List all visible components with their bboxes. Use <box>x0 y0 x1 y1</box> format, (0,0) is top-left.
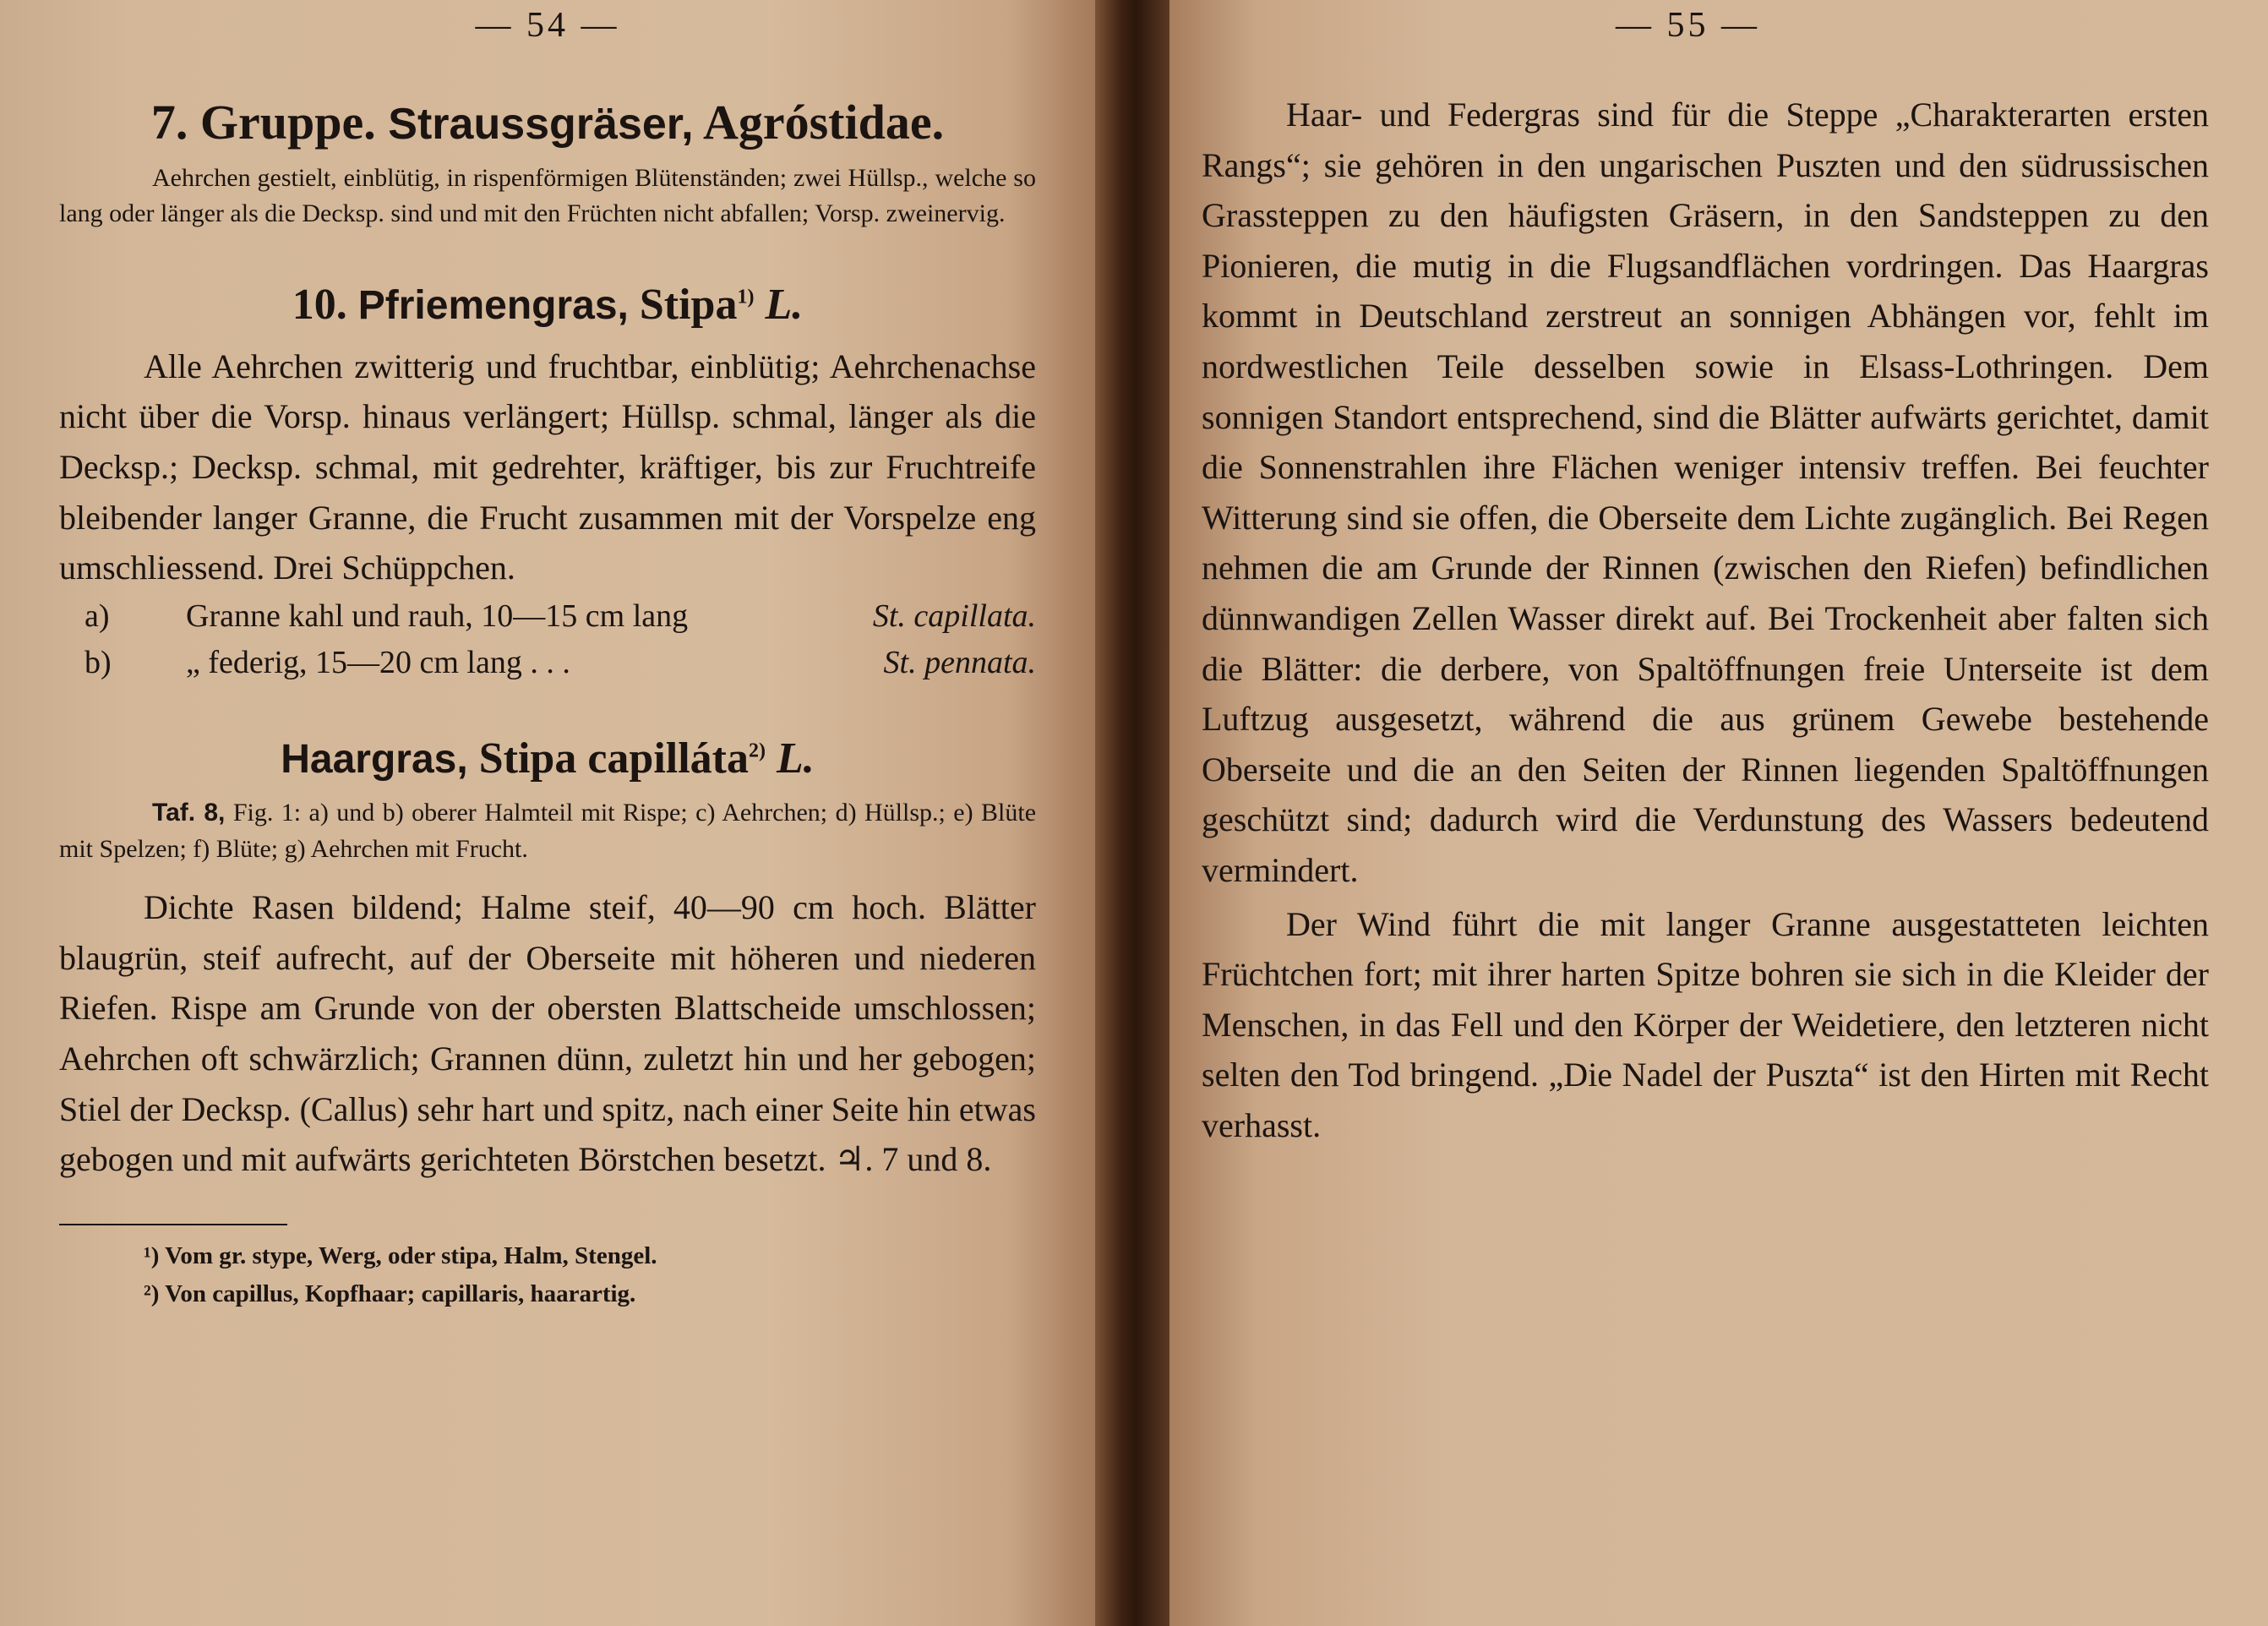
species-description <box>59 882 1036 1185</box>
species-heading <box>59 734 1036 783</box>
book-gutter <box>1095 0 1169 1626</box>
right-page <box>1169 0 2268 1626</box>
genus-description: Alle Aehrchen zwitterig und fruchtbar, einblütig; Aehrchenachse nicht über die Vorsp. hinaus verlängert; Hüllsp. schmal, länger als die Decksp.; Decksp. schmal, mit gedrehter, kräftiger, bis zur Fruchtreife bleibender langer Granne, die Frucht zusammen mit der Vorspelze eng umschliessend. Drei Schüppchen. <box>59 346 1036 587</box>
page-number-left: — 54 — <box>475 6 620 45</box>
page-number-right: — 55 — <box>1616 6 1760 45</box>
key-species: St. pennata. <box>883 644 1036 680</box>
footnote-divider <box>59 1224 287 1225</box>
key-label: a) <box>85 597 110 634</box>
key-species: St. capillata. <box>872 597 1036 634</box>
key-item-a <box>85 593 1036 640</box>
plate-reference <box>59 795 1036 867</box>
left-page <box>0 0 1095 1626</box>
genus-author: L. <box>765 280 804 329</box>
group-name: Straussgräser, <box>388 100 694 149</box>
group-latin-name: Agróstidae. <box>702 95 945 150</box>
species-author: L. <box>776 734 815 783</box>
species-description-text: Dichte Rasen bildend; Halme steif, 40—90 cm hoch. Blätter blaugrün, steif aufrecht, auf der Oberseite mit höheren und niederen Riefen. Rispe am Grunde von der obersten Blattscheide umschlossen; Aehrchen oft schwärzlich; Grannen dünn, zuletzt hin und her gebogen; Stiel der Decksp. (Callus) sehr hart und spitz, nach einer Seite hin etwas gebogen und mit aufwärts gerichteten Börstchen besetzt. <box>59 888 1036 1179</box>
genus-latin: Stipa <box>639 280 738 329</box>
key-text: „ federig, 15—20 cm lang . . . <box>186 644 570 680</box>
key-label: b) <box>85 644 112 680</box>
group-description: Aehrchen gestielt, einblütig, in rispenförmigen Blütenständen; zwei Hüllsp., welche so lang oder länger als die Decksp. sind und mit den Früchten nicht abfallen; Vorsp. zweinervig. <box>59 163 1036 228</box>
footnote-1: ¹) Vom gr. stype, Werg, oder stipa, Halm, Stengel. <box>144 1241 657 1269</box>
genus-number: 10. <box>292 280 347 329</box>
species-name: Haargras, <box>281 736 468 782</box>
species-description-end: ♃. 7 und 8. <box>834 1140 992 1179</box>
plate-ref-label: Taf. 8, <box>152 798 226 827</box>
group-prefix: 7. Gruppe. <box>150 95 376 150</box>
genus-footnote-ref: 1) <box>737 286 755 308</box>
key-text: Granne kahl und rauh, 10—15 cm lang <box>186 597 689 634</box>
species-footnote-ref: 2) <box>748 739 766 762</box>
paragraph-1: Haar- und Federgras sind für die Steppe „Charakterarten ersten Rangs“; sie gehören in den ungarischen Puszten und den südrussischen Grassteppen zu den häufigsten Gräsern, in den Sandsteppen zu den Pionieren, die mutig in die Flugsandflächen vordringen. Das Haargras kommt in Deutschland zerstreut an sonnigen Abhängen vor, fehlt im nordwestlichen Teile desselben sowie in Elsass-Lothringen. Dem sonnigen Standort entsprechend, sind die Blätter aufwärts gerichtet, damit die Sonnenstrahlen ihre Flächen weniger intensiv treffen. Bei feuchter Witterung sind sie offen, die Oberseite dem Lichte zugänglich. Bei Regen nehmen die am Grunde der Rinnen (zwischen den Riefen) befindlichen dünnwandigen Zellen Wasser direkt auf. Bei Trockenheit aber falten sich die Blätter: die derbere, von Spaltöffnungen freie Unterseite ist dem Luftzug ausgesetzt, während die aus grünem Gewebe bestehende Oberseite und die an den Seiten der Rinnen liegenden Spaltöffnungen geschützt sind; dadurch wird die Verdunstung des Wassers bedeutend vermindert. <box>1202 95 2209 889</box>
genus-name: Pfriemengras, <box>357 282 629 328</box>
group-heading <box>59 93 1036 152</box>
genus-heading <box>59 280 1036 330</box>
paragraph-2: Der Wind führt die mit langer Granne ausgestatteten leichten Früchtchen fort; mit ihrer harten Spitze bohren sie sich in die Kleider der Menschen, in das Fell und den Körper der Weidetiere, den letzteren nicht selten den Tod bringend. „Die Nadel der Puszta“ ist den Hirten mit Recht verhasst. <box>1202 904 2209 1144</box>
plate-ref-text: Fig. 1: a) und b) oberer Halmteil mit Rispe; c) Aehrchen; d) Hüllsp.; e) Blüte mit Spelzen; f) Blüte; g) Aehrchen mit Frucht. <box>59 798 1037 863</box>
footnote-2: ²) Von capillus, Kopfhaar; capillaris, haarartig. <box>144 1280 636 1307</box>
species-latin: Stipa capilláta <box>478 734 749 783</box>
key-item-b <box>85 640 1036 686</box>
